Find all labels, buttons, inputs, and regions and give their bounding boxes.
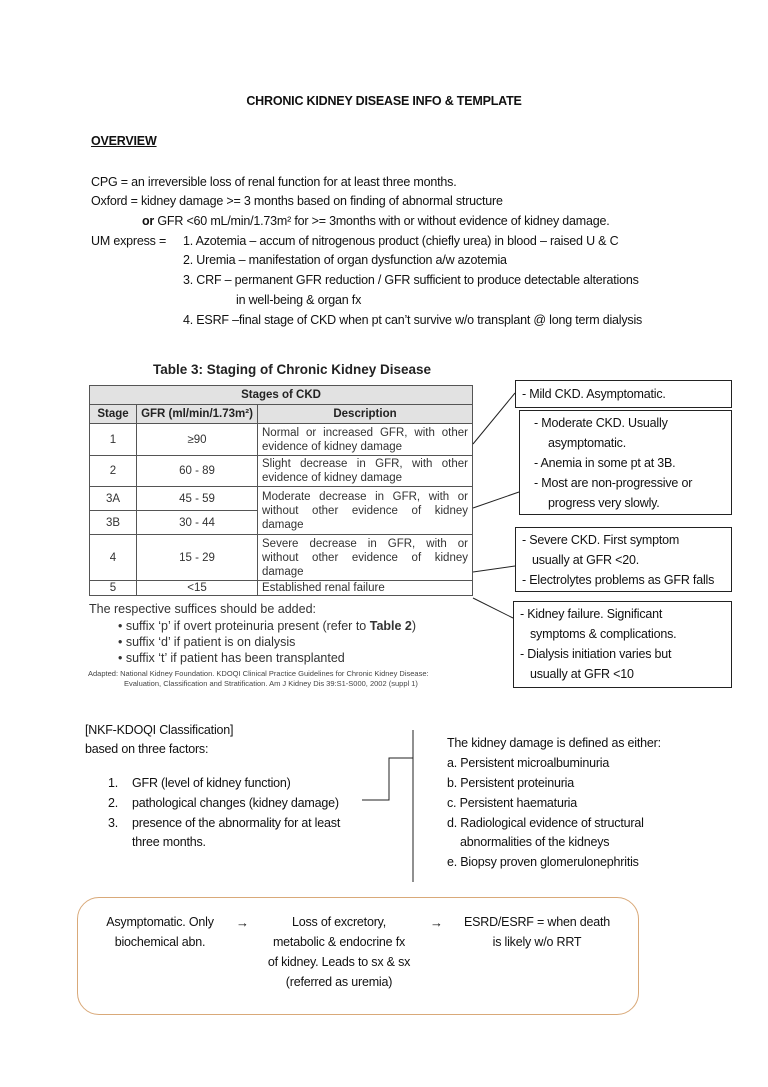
flow-text: (referred as uremia) [285, 975, 393, 989]
damage-item-c: c. Persistent haematuria [447, 796, 577, 810]
oxford-definition-continued [142, 213, 610, 229]
damage-heading: The kidney damage is defined as either: [447, 736, 661, 750]
damage-item-d: d. Radiological evidence of structural [447, 816, 644, 830]
suffix-heading: The respective suffices should be added: [89, 602, 316, 616]
table-caption: Table 3: Staging of Chronic Kidney Disease [153, 362, 432, 377]
factor-2-number: 2. [108, 796, 119, 810]
flow-text: metabolic & endocrine fx [272, 935, 406, 949]
damage-item-a: a. Persistent microalbuminuria [447, 756, 610, 770]
callout-text: - Kidney failure. Significant [520, 607, 663, 621]
gfr-cell: 15 - 29 [137, 535, 258, 581]
suffix-p: • suffix ‘p’ if overt proteinuria present (refer to Table 2) [118, 619, 417, 633]
table-group-header: Stages of CKD [90, 386, 473, 405]
flow-step-asymptomatic [85, 912, 235, 952]
callout-text: - Severe CKD. First symptom [522, 533, 680, 547]
gfr-cell: 45 - 59 [137, 487, 258, 511]
description-cell: Moderate decrease in GFR, with or without other evidence of kidney damage [258, 487, 473, 535]
callout-text: usually at GFR <10 [530, 667, 634, 681]
classification-heading: [NKF-KDOQI Classification] [85, 723, 234, 737]
factor-3-continued: three months. [132, 835, 206, 849]
description-cell: Normal or increased GFR, with other evidence of kidney damage [258, 424, 473, 456]
callout-text: asymptomatic. [548, 436, 626, 450]
stage-cell: 2 [90, 456, 137, 487]
factor-3-number: 3. [108, 816, 119, 830]
um-item-2: 2. Uremia – manifestation of organ dysfunction a/w azotemia [183, 253, 507, 267]
oxford-definition: Oxford = kidney damage >= 3 months based on finding of abnormal structure [91, 194, 503, 208]
factor-3: presence of the abnormality for at least [132, 816, 341, 830]
table-row [90, 487, 473, 511]
um-express-label: UM express = [91, 234, 167, 248]
flow-text: ESRD/ESRF = when death [463, 915, 611, 929]
gfr-cell: <15 [137, 581, 258, 596]
arrow-right-icon: → [236, 915, 249, 930]
damage-item-e: e. Biopsy proven glomerulonephritis [447, 855, 639, 869]
description-cell: Severe decrease in GFR, with or without other evidence of kidney damage [258, 535, 473, 581]
callout-text: progress very slowly. [548, 496, 660, 510]
flow-text: biochemical abn. [114, 935, 206, 949]
cpg-definition: CPG = an irreversible loss of renal function for at least three months. [91, 175, 457, 189]
column-header-gfr: GFR (ml/min/1.73m²) [137, 405, 258, 424]
factor-1: GFR (level of kidney function) [132, 776, 291, 790]
adapted-citation-line-2: Evaluation, Classification and Stratification. Am J Kidney Dis 39:S1-S000, 2002 (suppl 1) [124, 679, 418, 688]
column-header-stage: Stage [90, 405, 137, 424]
callout-text: - Moderate CKD. Usually [534, 416, 668, 430]
damage-item-d-continued: abnormalities of the kidneys [460, 835, 610, 849]
factor-2: pathological changes (kidney damage) [132, 796, 339, 810]
table-row [90, 456, 473, 487]
callout-text: - Dialysis initiation varies but [520, 647, 672, 661]
stage-cell: 3B [90, 511, 137, 535]
or-keyword: or [142, 214, 155, 228]
suffix-d: • suffix ‘d’ if patient is on dialysis [118, 635, 296, 649]
ckd-staging-table [89, 385, 473, 596]
um-item-3-continued: in well-being & organ fx [236, 293, 362, 307]
stage-cell: 5 [90, 581, 137, 596]
callout-text: - Mild CKD. Asymptomatic. [522, 387, 666, 401]
um-item-3: 3. CRF – permanent GFR reduction / GFR sufficient to produce detectable alterations [183, 273, 639, 287]
callout-stage-1-2 [515, 380, 732, 408]
gfr-cell: 30 - 44 [137, 511, 258, 535]
overview-heading: OVERVIEW [91, 134, 157, 148]
table-row [90, 581, 473, 596]
table-row [90, 424, 473, 456]
callout-text: - Electrolytes problems as GFR falls [522, 573, 715, 587]
flow-step-uremia [253, 912, 425, 992]
callout-text: - Anemia in some pt at 3B. [534, 456, 676, 470]
um-item-1: 1. Azotemia – accum of nitrogenous product (chiefly urea) in blood – raised U & C [183, 234, 619, 248]
callout-text: - Most are non-progressive or [534, 476, 693, 490]
oxford-gfr-text: GFR <60 mL/min/1.73m² for >= 3months with or without evidence of kidney damage. [154, 214, 610, 228]
callout-text: usually at GFR <20. [532, 553, 640, 567]
um-item-4: 4. ESRF –final stage of CKD when pt can’t survive w/o transplant @ long term dialysis [183, 313, 643, 327]
flow-step-esrd [447, 912, 627, 952]
flow-text: is likely w/o RRT [492, 935, 582, 949]
factor-1-number: 1. [108, 776, 119, 790]
flow-text: Asymptomatic. Only [106, 915, 214, 929]
gfr-cell: ≥90 [137, 424, 258, 456]
suffix-t: • suffix ‘t’ if patient has been transplanted [118, 651, 345, 665]
stage-cell: 4 [90, 535, 137, 581]
flow-text: Loss of excretory, [291, 915, 387, 929]
adapted-citation-line-1: Adapted: National Kidney Foundation. KDOQI Clinical Practice Guidelines for Chronic Kidney Disease: [88, 669, 429, 678]
stage-cell: 3A [90, 487, 137, 511]
callout-text: symptoms & complications. [530, 627, 677, 641]
gfr-cell: 60 - 89 [137, 456, 258, 487]
flow-text: of kidney. Leads to sx & sx [267, 955, 411, 969]
arrow-right-icon: → [430, 915, 443, 930]
damage-item-b: b. Persistent proteinuria [447, 776, 575, 790]
description-cell: Established renal failure [258, 581, 473, 596]
table-row [90, 535, 473, 581]
description-cell: Slight decrease in GFR, with other evidence of kidney damage [258, 456, 473, 487]
callout-stage-4 [515, 527, 732, 592]
stage-cell: 1 [90, 424, 137, 456]
column-header-description: Description [258, 405, 473, 424]
callout-stage-3 [519, 410, 732, 515]
document-title: CHRONIC KIDNEY DISEASE INFO & TEMPLATE [246, 94, 522, 108]
callout-stage-5 [513, 601, 732, 688]
classification-subheading: based on three factors: [85, 742, 209, 756]
